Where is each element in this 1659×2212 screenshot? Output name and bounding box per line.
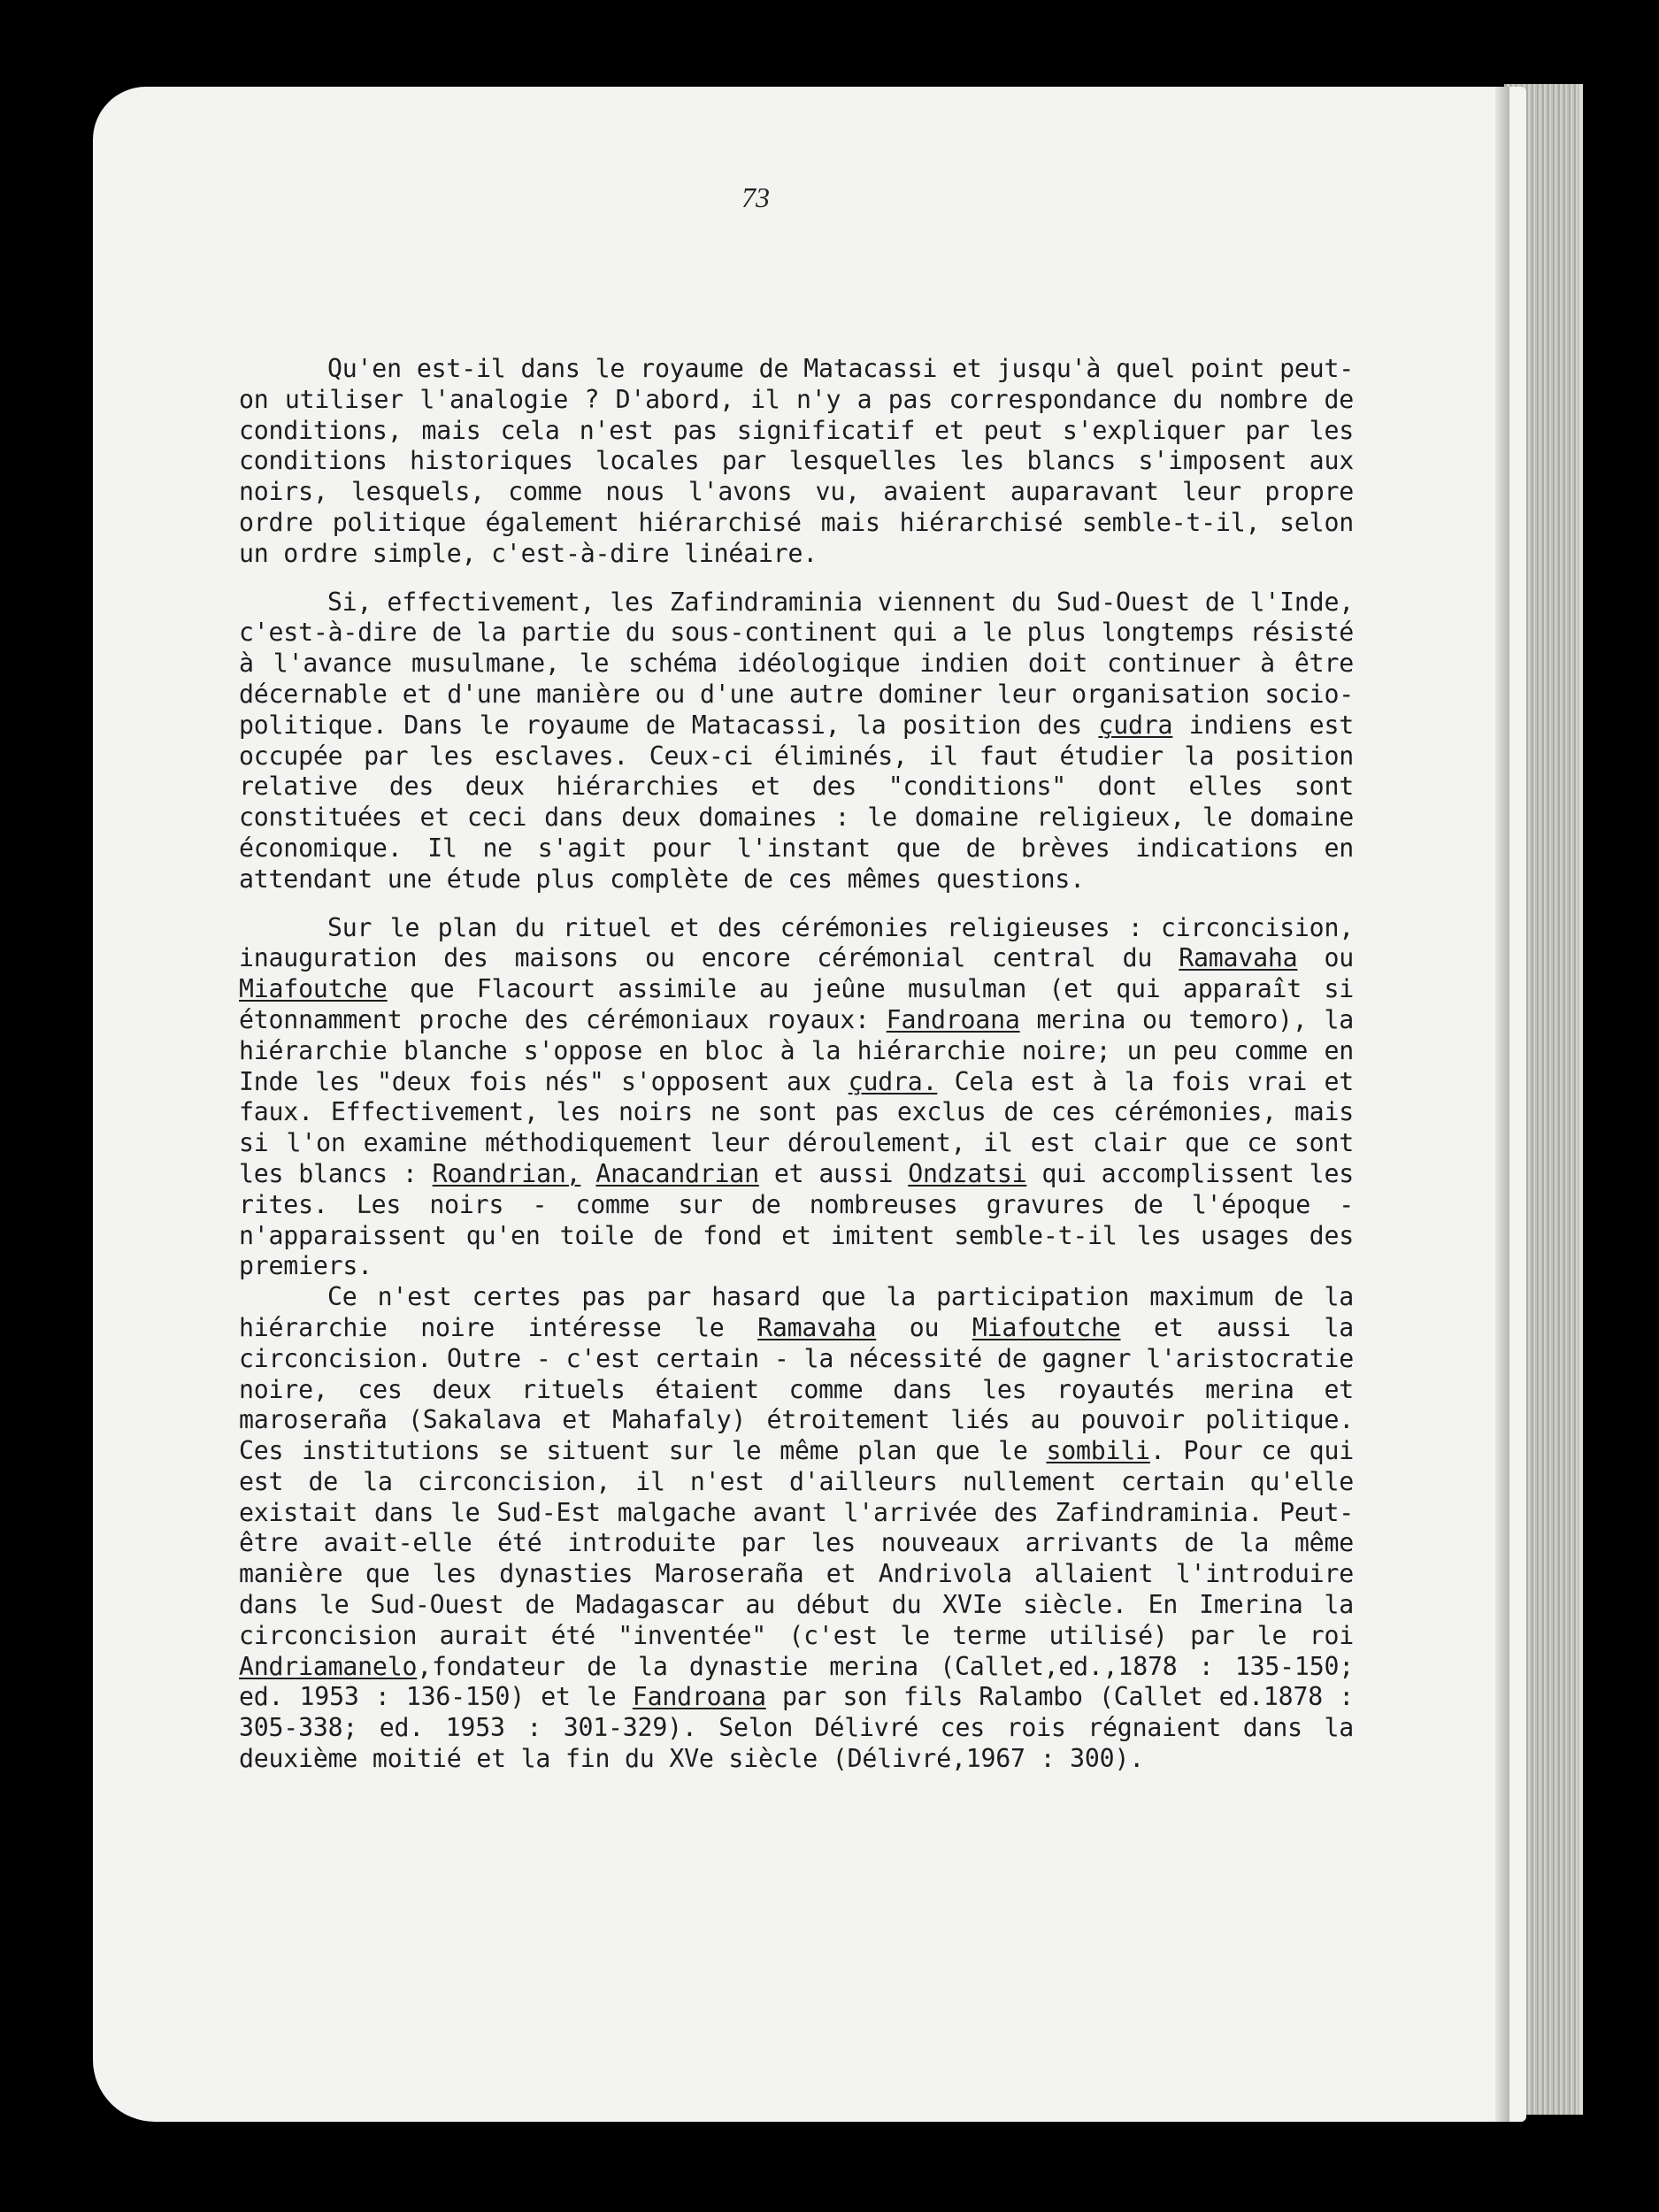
underlined-term: çudra (1098, 710, 1173, 740)
underlined-term: Fandroana (886, 1004, 1020, 1034)
text-run: ,fondateur de la dynastie merina (Callet,ed.,1878 : 135-150; ed. 1953 : 136-150) et le (239, 1651, 1354, 1712)
text-run: Ce n'est certes pas par hasard que la participation maximum de la hiérarchie noire intéresse le (239, 1282, 1354, 1342)
page-number: 73 (741, 181, 770, 213)
text-run: Si, effectivement, les Zafindraminia viennent du Sud-Ouest de l'Inde, c'est-à-dire de la partie du sous-continent qui a le plus longtemps résisté à l'avance musulmane, le schéma idéologique indien doit continuer à être décernable et d'une manière ou d'une autre dominer leur organisation socio-politique. Dans le royaume de Matacassi, la position des (239, 587, 1354, 740)
underlined-term: sombili (1046, 1436, 1150, 1466)
text-run: . Pour ce qui est de la circoncision, il n'est d'ailleurs nullement certain qu'elle existait dans le Sud-Est malgache avant l'arrivée des Zafindraminia. Peut-être avait-elle été introduite par les nouveaux arrivants de la même manière que les dynasties Maroseraña et Andrivola allaient l'introduire dans le Sud-Ouest de Madagascar au début du XVIe siècle. En Imerina la circoncision aurait été "inventée" (c'est le terme utilisé) par le roi (239, 1436, 1354, 1650)
text-run: ou (876, 1312, 972, 1342)
text-run: Sur le plan du rituel et des cérémonies religieuses : circoncision, inauguration des maisons ou encore cérémonial central du (239, 912, 1354, 973)
text-run: que Flacourt assimile au jeûne musulman (et qui apparaît si étonnamment proche des cérémoniaux royaux: (239, 974, 1354, 1034)
text-run (580, 1159, 595, 1188)
paragraph-2 (239, 588, 1354, 895)
underlined-term: Anacandrian (595, 1158, 759, 1188)
underlined-term: Ondzatsi (908, 1158, 1027, 1188)
page-gutter-shadow (1495, 87, 1509, 2122)
underlined-term: Fandroana (632, 1682, 766, 1712)
text-run: Cela est à la fois vrai et faux. Effectivement, les noirs ne sont pas exclus de ces cérémonies, mais si l'on examine méthodiquement leur déroulement, il est clair que ce sont les blancs : (239, 1066, 1354, 1188)
paragraph-1 (239, 354, 1354, 570)
underlined-term: Miafoutche (239, 974, 388, 1004)
text-run: ou (1297, 943, 1354, 973)
underlined-term: Miafoutche (972, 1312, 1121, 1342)
text-run: et aussi la circoncision. Outre - c'est certain - la nécessité de gagner l'aristocratie noire, ces deux rituels étaient comme dans les royautés merina et maroseraña (Sakalava et Mahafaly) étroitement liés au pouvoir politique. Ces institutions se situent sur le même plan que le (239, 1312, 1354, 1466)
underlined-term: Ramavaha (1179, 943, 1298, 973)
paragraph-4 (239, 1282, 1354, 1775)
underlined-term: Ramavaha (757, 1312, 877, 1342)
underlined-term: çudra. (848, 1066, 938, 1096)
text-run: qui accomplissent les rites. Les noirs - comme sur de nombreuses gravures de l'époque - n'apparaissent qu'en toile de fond et imitent semble-t-il les usages des premiers. (239, 1158, 1354, 1281)
text-run: merina ou temoro), la hiérarchie blanche s'oppose en bloc à la hiérarchie noire; un peu comme en Inde les "deux fois nés" s'opposent aux (239, 1004, 1354, 1096)
body-text (239, 354, 1354, 1793)
paragraph-3 (239, 913, 1354, 1283)
text-run: et aussi (758, 1158, 909, 1188)
text-run: indiens est occupée par les esclaves. Ceux-ci éliminés, il faut étudier la position relative des deux hiérarchies et des "conditions" dont elles sont constituées et ceci dans deux domaines : le domaine religieux, le domaine économique. Il ne s'agit pour l'instant que de brèves indications en attendant une étude plus complète de ces mêmes questions. (239, 710, 1354, 894)
underlined-term: Roandrian, (432, 1158, 581, 1188)
text-run: par son fils Ralambo (Callet ed.1878 : 305-338; ed. 1953 : 301-329). Selon Délivré ces rois régnaient dans la deuxième moitié et la fin du XVe siècle (Délivré,1967 : 300). (239, 1682, 1354, 1774)
text-run: Qu'en est-il dans le royaume de Matacassi et jusqu'à quel point peut-on utiliser l'analogie ? D'abord, il n'y a pas correspondance du nombre de conditions, mais cela n'est pas significatif et peut s'expliquer par les conditions historiques locales par lesquelles les blancs s'imposent aux noirs, lesquels, comme nous l'avons vu, avaient auparavant leur propre ordre politique également hiérarchisé mais hiérarchisé semble-t-il, selon un ordre simple, c'est-à-dire linéaire. (239, 354, 1354, 568)
underlined-term: Andriamanelo (239, 1651, 418, 1681)
